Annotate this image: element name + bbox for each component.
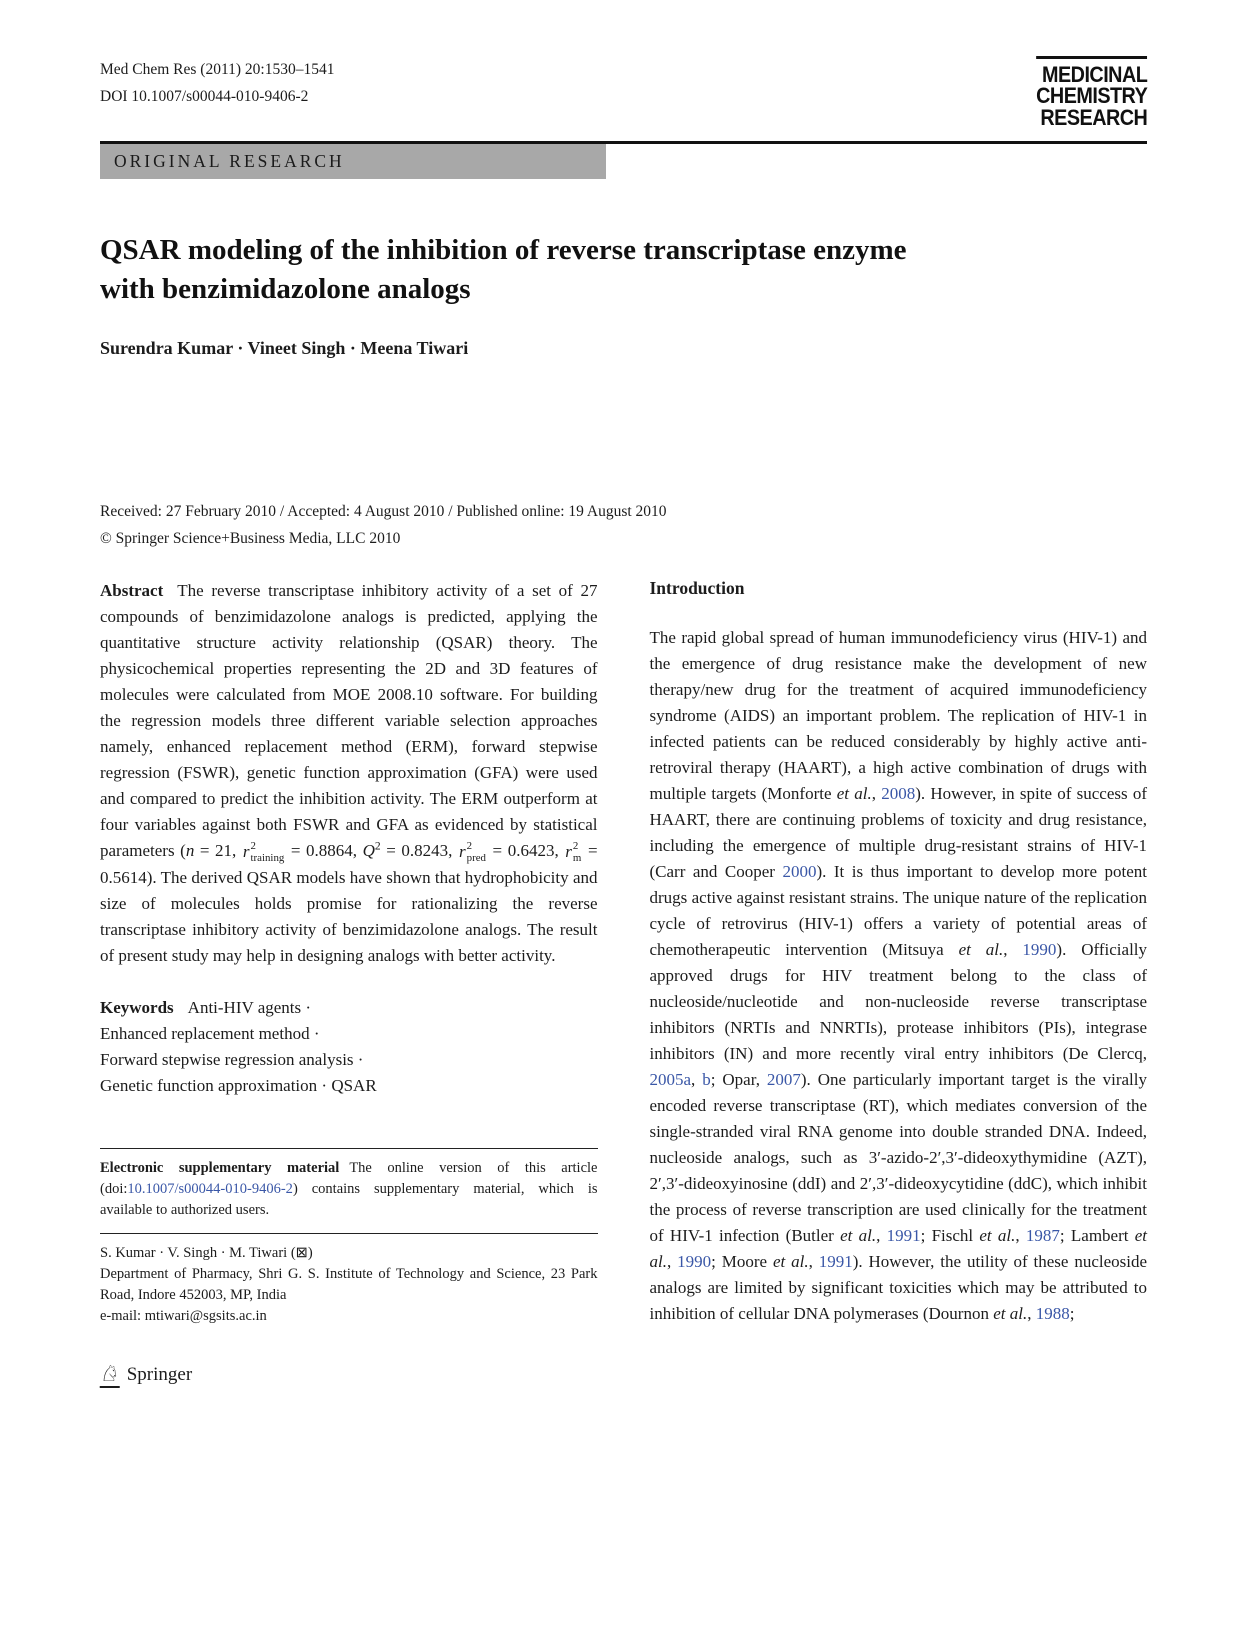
footnote-authors: S. Kumar · V. Singh · M. Tiwari ( [100,1244,296,1261]
journal-citation: Med Chem Res (2011) 20:1530–1541 [100,61,335,78]
statistic-symbol: r 2 training [242,839,285,865]
citation-link[interactable]: 1990 [677,1251,712,1271]
original-research-banner: ORIGINAL RESEARCH [100,144,606,179]
right-column [650,578,1148,1327]
journal-logo-line: MEDICINAL [1041,62,1147,87]
header-rule [100,141,1147,179]
envelope-icon: ⊠ [295,1244,308,1261]
esm-text: The online version of this article (doi:10.1007/s00044-010-9406-2) contains supplementary material, which is available to authorized users. [100,1159,598,1218]
journal-logo-line: RESEARCH [1040,104,1147,130]
authors-line: Surendra Kumar · Vineet Singh · Meena Tiwari [100,338,469,359]
corresponding-author-line [100,1245,313,1261]
introduction-heading: Introduction [649,577,745,598]
paper-title: QSAR modeling of the inhibition of reverse transcriptase enzyme with benzimidazolone analogs [100,234,907,305]
springer-horse-icon: ♘ [100,1360,120,1386]
esm-label: Electronic supplementary material [100,1159,340,1176]
statistic-symbol: r 2 pred [459,839,486,865]
publisher-footer [100,1360,1147,1388]
author-footnote [100,1233,598,1327]
citation-link[interactable]: 1988 [1035,1303,1070,1323]
citation-link[interactable]: 2000 [782,861,817,881]
citation-link[interactable]: 10.1007/s00044-010-9406-2 [127,1180,293,1197]
springer-wordmark: Springer [126,1364,193,1386]
copyright-line: © Springer Science+Business Media, LLC 2010 [100,529,401,547]
citation-link[interactable]: 2008 [881,783,916,803]
two-column-body [100,578,1147,1327]
statistic-symbol: r 2 m [565,839,582,865]
dates-block [100,499,1147,552]
email-line: e-mail: mtiwari@sgsits.ac.in [100,1307,267,1324]
keywords-section [100,995,598,1099]
keywords-label: Keywords [100,998,174,1018]
footnote-authors-suffix: ) [307,1244,313,1261]
journal-logo-line: CHEMISTRY [1035,83,1147,109]
journal-logo [1036,56,1147,128]
affiliation-line: Department of Pharmacy, Shri G. S. Institute of Technology and Science, 23 Park Road, Indore 452003, MP, India [100,1265,598,1303]
esm-note [100,1148,598,1221]
citation-link[interactable]: b [702,1069,711,1089]
page-header [100,56,1147,128]
citation-link[interactable]: 2005a [649,1069,692,1089]
abstract-section [100,578,598,969]
bottom-notes [100,1148,598,1327]
journal-header [100,56,335,110]
citation-link[interactable]: 1991 [886,1225,921,1245]
citation-link[interactable]: 1991 [818,1251,853,1271]
citation-link[interactable]: 1990 [1022,939,1057,959]
citation-link[interactable]: 1987 [1025,1225,1060,1245]
received-accepted-line: Received: 27 February 2010 / Accepted: 4 August 2010 / Published online: 19 August 2010 [100,503,667,521]
abstract-text: The reverse transcriptase inhibitory activity of a set of 27 compounds of benzimidazolone analogs is predicted, applying the quantitative structure activity relationship (QSAR) theory. The physicochemical properties representing the 2D and 3D features of molecules were calculated from MOE 2008.10 software. For building the regression models three different variable selection approaches namely, enhanced replacement method (ERM), forward stepwise regression (FSWR), genetic function approximation (GFA) were used and compared to predict the inhibition activity. The ERM outperform at four variables against both FSWR and GFA as evidenced by statistical parameters (n = 21, r 2 training = 0.8864, $Q^2 = 0.8243$, r 2 pred = 0.6423, r 2 m = 0.5614). The derived QSAR models have shown that hydrophobicity and size of molecules holds promise for rationalizing the reverse transcriptase inhibitory activity of benzimidazolone analogs. The result of present study may help in designing analogs with better activity. [100,580,598,966]
abstract-label: Abstract [100,580,164,600]
keywords-text: Anti-HIV agents · Enhanced replacement method · Forward stepwise regression analysis · Genetic function approximation · QSAR [100,998,377,1096]
left-column [100,578,598,1327]
citation-link[interactable]: 2007 [766,1069,801,1089]
introduction-text: The rapid global spread of human immunodeficiency virus (HIV-1) and the emergence of drug resistance make the development of new therapy/new drug for the treatment of acquired immunodeficiency syndrome (AIDS) an important problem. The replication of HIV-1 in infected patients can be reduced considerably by highly active anti-retroviral therapy (HAART), a high active combination of drugs with multiple targets (Monforte et al., 2008). However, in spite of success of HAART, there are continuing problems of toxicity and drug resistance, including the emergence of multiple drug-resistant strains of HIV-1 (Carr and Cooper 2000). It is thus important to develop more potent drugs active against resistant strains. The unique nature of the replication cycle of retrovirus (HIV-1) offers a variety of potential areas of chemotherapeutic intervention (Mitsuya et al., 1990). Officially approved drugs for HIV treatment belong to the class of nucleoside/nucleotide and non-nucleoside reverse transcriptase inhibitors (NRTIs and NNRTIs), protease inhibitors (PIs), integrase inhibitors (IN) and more recently viral entry inhibitors (De Clercq, 2005a, b; Opar, 2007). One particularly important target is the virally encoded reverse transcriptase (RT), which mediates conversion of the single-stranded viral RNA genome into double stranded DNA. Indeed, nucleoside analogs, such as 3′-azido-2′,3′-dideoxythymidine (AZT), 2′,3′-dideoxyinosine (ddI) and 2′,3′-dideoxycytidine (ddC), which inhibit the process of reverse transcription are used clinically for the treatment of HIV-1 infection (Butler et al., 1991; Fischl et al., 1987; Lambert et al., 1990; Moore et al., 1991). However, the utility of these nucleoside analogs are limited by significant toxicities which may be attributed to inhibition of cellular DNA polymerases (Dournon et al., 1988; [649,627,1148,1323]
journal-doi: DOI 10.1007/s00044-010-9406-2 [100,88,309,106]
